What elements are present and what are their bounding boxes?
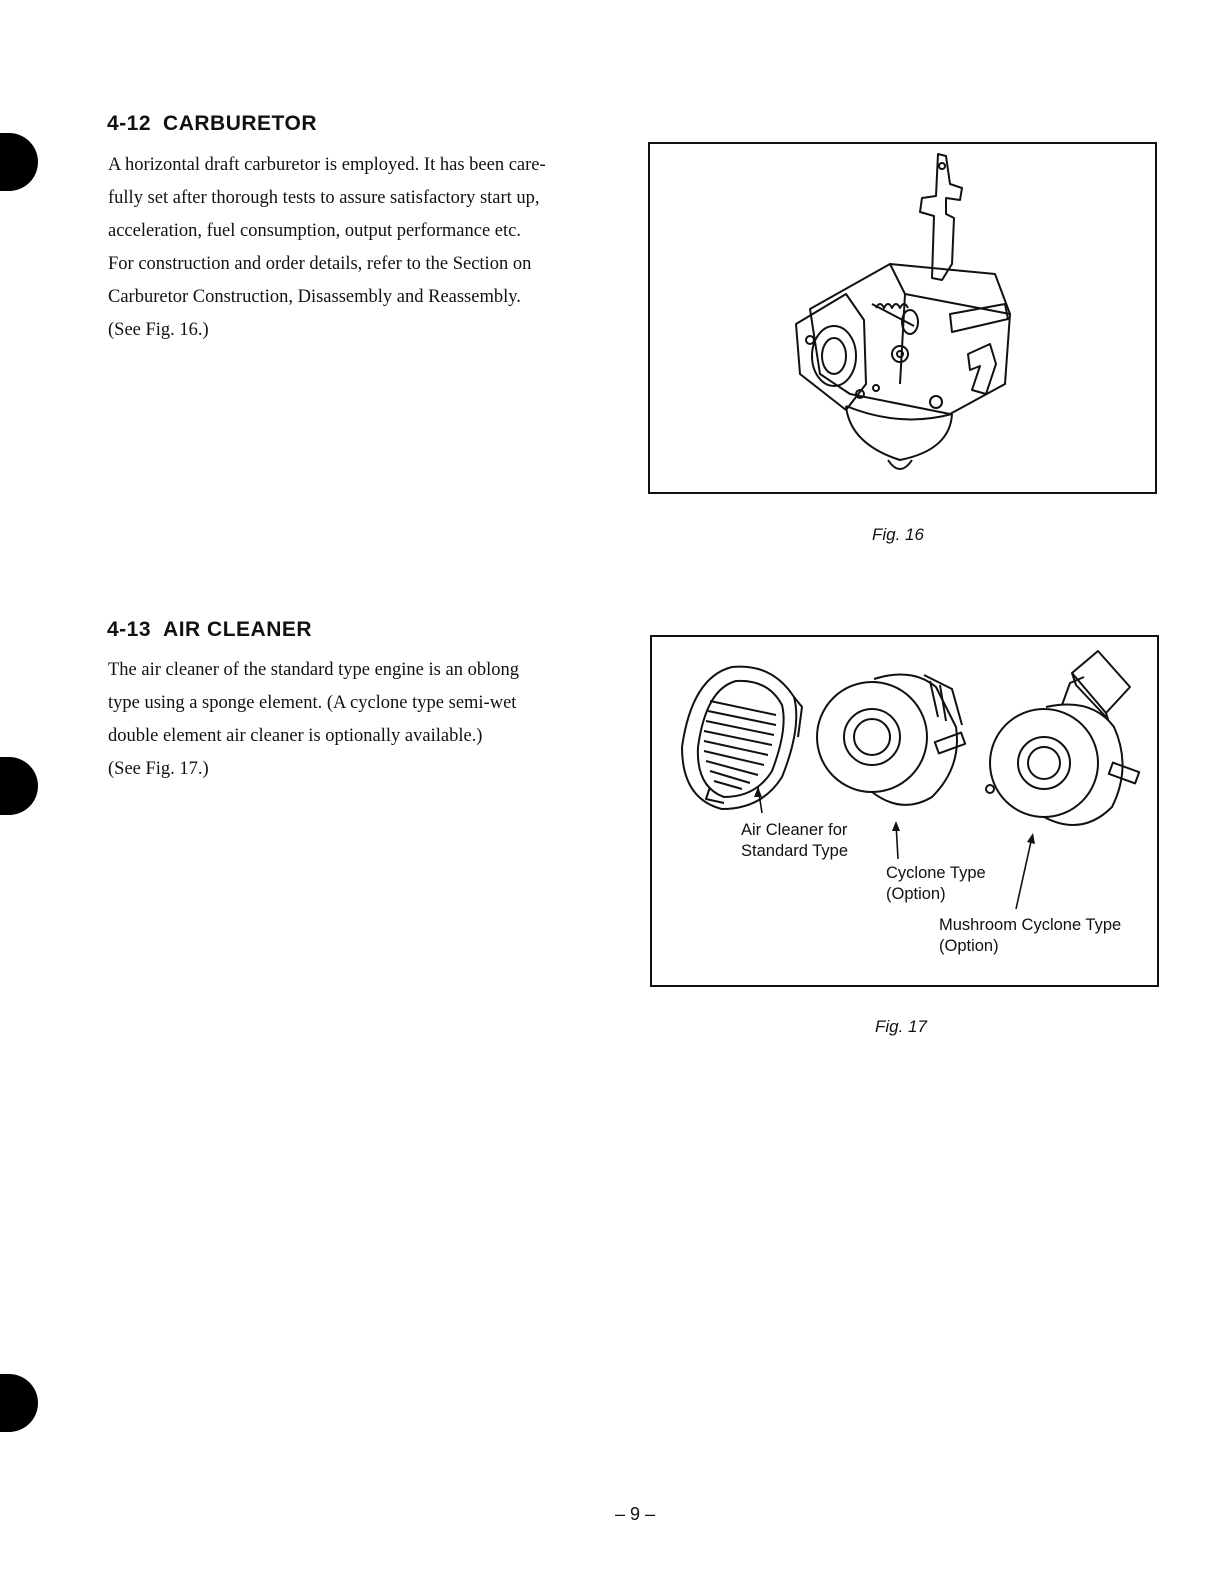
carburetor-illustration — [650, 144, 1155, 492]
paragraph-line: Carburetor Construction, Disassembly and Reassembly. — [108, 287, 521, 307]
paragraph-line: double element air cleaner is optionally available.) — [108, 726, 483, 746]
paragraph-line: type using a sponge element. (A cyclone type semi-wet — [108, 693, 517, 713]
page-number: – 9 – — [614, 1504, 656, 1524]
paragraph-line: For construction and order details, refer to the Section on — [108, 254, 532, 274]
punch-hole-bottom — [0, 1374, 38, 1432]
paragraph-line: (See Fig. 16.) — [108, 320, 209, 340]
callout-standard-type — [741, 820, 848, 862]
section-title: CARBURETOR — [163, 112, 317, 135]
figure-16-frame — [648, 142, 1157, 494]
callout-line: (Option) — [939, 937, 999, 955]
paragraph-line: The air cleaner of the standard type engine is an oblong — [108, 660, 519, 680]
figure-16-caption: Fig. 16 — [872, 525, 924, 544]
callout-line: Cyclone Type — [886, 864, 986, 882]
section-title: AIR CLEANER — [163, 618, 313, 641]
carburetor-paragraph — [108, 149, 604, 347]
section-number: 4-12 — [107, 112, 152, 135]
section-heading-carburetor — [107, 112, 317, 136]
air-cleaner-paragraph — [108, 654, 604, 786]
punch-hole-middle — [0, 757, 38, 815]
callout-line: Standard Type — [741, 842, 849, 860]
figure-17-frame — [650, 635, 1159, 987]
figure-17-caption: Fig. 17 — [875, 1017, 927, 1036]
paragraph-line: fully set after thorough tests to assure satisfactory start up, — [108, 188, 540, 208]
callout-line: Mushroom Cyclone Type — [939, 916, 1122, 934]
callout-line: Air Cleaner for — [741, 821, 848, 839]
punch-hole-top — [0, 133, 38, 191]
paragraph-line: (See Fig. 17.) — [108, 759, 209, 779]
section-number: 4-13 — [107, 618, 152, 641]
callout-mushroom-cyclone-type — [939, 915, 1121, 957]
paragraph-line: acceleration, fuel consumption, output performance etc. — [108, 221, 521, 241]
callout-line: (Option) — [886, 885, 946, 903]
section-heading-air-cleaner — [107, 618, 312, 642]
callout-cyclone-type — [886, 863, 986, 905]
paragraph-line: A horizontal draft carburetor is employed. It has been care- — [108, 155, 546, 175]
